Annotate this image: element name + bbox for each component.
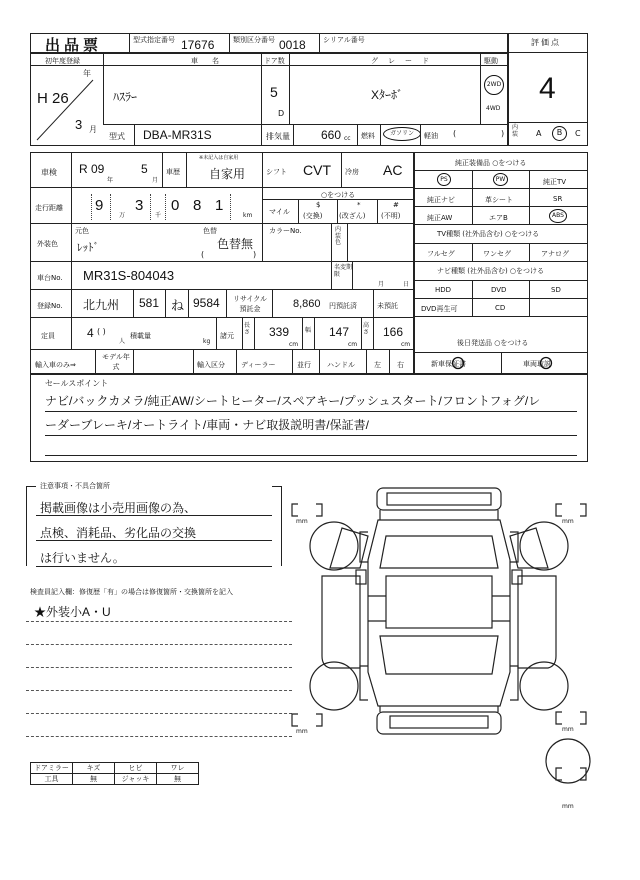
- vehicle-basic-section: [30, 53, 508, 146]
- km-unit: km: [243, 212, 253, 219]
- length-unit: cm: [289, 341, 299, 348]
- size-label: 諸元: [220, 332, 234, 340]
- later-manual: 車両取説: [523, 360, 551, 368]
- cc-unit: cc: [344, 135, 351, 142]
- tire-mm-rr: mm: [562, 726, 574, 733]
- fuel-diesel: 軽油: [424, 132, 438, 140]
- car-name: ﾊｽﾗｰ: [113, 90, 138, 104]
- reg-label: 登録No.: [37, 302, 63, 310]
- star-label: *: [357, 201, 361, 209]
- fuel-gasoline: ガソリン: [383, 127, 421, 141]
- navi-sd: SD: [551, 286, 561, 294]
- legend-jack: ジャッキ: [115, 774, 157, 785]
- interior-a: A: [536, 129, 542, 138]
- displacement-label: 排気量: [266, 132, 290, 141]
- inspection-month-suffix: 月: [152, 177, 159, 184]
- approval-label: 型式指定番号: [133, 36, 175, 44]
- color-label: 外装色: [37, 240, 58, 248]
- first-reg-year: H 26: [37, 90, 69, 107]
- handle-right: 右: [397, 361, 404, 369]
- rating-box: [508, 33, 588, 146]
- hash-sub: (不明): [381, 212, 401, 220]
- fuel-paren-close: ): [501, 129, 505, 138]
- recycle-unpaid: 未預託: [377, 302, 398, 310]
- navi-dvd: DVD: [491, 286, 507, 294]
- sales-label: セールスポイント: [45, 379, 109, 388]
- model-value: DBA-MR31S: [143, 128, 212, 142]
- mileage-digit-5: 1: [215, 197, 224, 214]
- tire-mm-fl: mm: [296, 518, 308, 525]
- equip-leather: 革シート: [485, 196, 513, 204]
- tv-fullseg: フルセグ: [427, 250, 455, 258]
- equipment-section: [414, 152, 588, 374]
- capacity-value: 4: [87, 326, 94, 340]
- handle-left: 左: [374, 361, 381, 369]
- drive-2wd: 2WD: [484, 75, 504, 95]
- legend-tools: 工具: [31, 774, 73, 785]
- history-value: 自家用: [209, 167, 246, 181]
- color-paren-close: ): [253, 250, 257, 259]
- equip-aw: 純正AW: [427, 214, 453, 222]
- notes-label: 注意事項・不具合箇所: [40, 482, 110, 490]
- year-suffix: 年: [83, 69, 91, 78]
- equip-navi: 純正ナビ: [427, 196, 455, 204]
- reg-class: 581: [139, 296, 160, 310]
- inspection-era: R 09: [79, 162, 105, 176]
- navi-cd: CD: [495, 304, 506, 312]
- inspection-label: 車検: [41, 168, 57, 177]
- inspection-year-suffix: 年: [107, 177, 114, 184]
- reg-kana: ね: [171, 298, 185, 313]
- color-change-label: 色替: [203, 227, 217, 235]
- dealer-option: ディーラー: [241, 361, 276, 369]
- rating-label: 評価点: [531, 38, 561, 47]
- model-year-label: モデル年式: [102, 353, 130, 371]
- tire-mm-spare: mm: [562, 803, 574, 810]
- inner-color-label: 内装色: [335, 226, 342, 247]
- color-no-label: カラーNo.: [269, 227, 302, 235]
- legend-header-mirror: ドアミラー: [31, 763, 73, 774]
- height-label: 高さ: [363, 322, 370, 336]
- rating-value: 4: [539, 72, 556, 105]
- grade-value: Xﾀｰﾎﾞ: [371, 88, 404, 102]
- interior-label: 内装: [512, 124, 519, 138]
- name-change-month: 月: [378, 281, 385, 288]
- dollar-label: $: [316, 201, 321, 209]
- equip-airbag: エアB: [489, 214, 508, 222]
- model-label: 型式: [109, 132, 125, 141]
- capacity-label: 定員: [41, 332, 55, 340]
- header-row: [30, 33, 508, 53]
- length-label: 長さ: [244, 322, 251, 336]
- later-title: 後日発送品 ○をつける: [457, 339, 529, 347]
- month-suffix: 月: [89, 125, 97, 134]
- shift-value: CVT: [303, 162, 331, 178]
- color-change: 色替無: [217, 237, 254, 251]
- history-label: 車歴: [166, 168, 180, 176]
- mileage-man: 万: [119, 212, 126, 219]
- name-change-day: 日: [403, 281, 410, 288]
- parallel-option: 並行: [297, 361, 311, 369]
- navi-dvd-play: DVD再生可: [421, 305, 458, 313]
- legend-header-scratch: キズ: [73, 763, 115, 774]
- sales-line-1: ナビ/バックカメラ/純正AW/シートヒーター/スペアキー/プッシュスタート/フロントフォグ/レ: [45, 394, 541, 408]
- mileage-digit-2: 3: [135, 197, 144, 214]
- circle-mark-icon: [539, 356, 553, 370]
- legend-tools-value: 無: [73, 774, 115, 785]
- mileage-digit-1: 9: [95, 197, 104, 214]
- tire-mm-rl: mm: [296, 728, 308, 735]
- genuine-title: 純正装備品 ○をつける: [455, 159, 527, 167]
- form-title: 出品票: [45, 37, 103, 54]
- sales-points-section: [30, 374, 588, 462]
- drive-label: 駆動: [484, 57, 498, 65]
- capacity-paren: ( ): [97, 327, 106, 336]
- circle-note: ○をつける: [321, 191, 356, 199]
- doors-value: 5: [270, 84, 278, 100]
- serial-label: シリアル番号: [323, 36, 365, 44]
- recycle-suffix: 円預託済: [329, 302, 357, 310]
- tire-mm-fr: mm: [562, 518, 574, 525]
- ac-value: AC: [383, 162, 403, 178]
- import-label: 輸入車のみ⇒: [35, 361, 76, 369]
- legend-table: [30, 762, 199, 785]
- load-label: 積載量: [130, 332, 151, 340]
- legend-header-break: ワレ: [157, 763, 199, 774]
- original-color-label: 元色: [75, 227, 89, 235]
- width-unit: cm: [348, 341, 358, 348]
- color-paren-open: (: [201, 250, 205, 259]
- car-name-label: 車名: [191, 57, 233, 65]
- inspector-entry: ★外装小A・U: [34, 605, 111, 619]
- first-reg-label: 初年度登録: [45, 57, 80, 65]
- name-change-label: 名変期限: [334, 264, 353, 278]
- height-value: 166: [383, 325, 404, 339]
- legend-header-crack: ヒビ: [115, 763, 157, 774]
- fuel-paren-open: (: [453, 129, 457, 138]
- reg-number: 9584: [193, 296, 220, 310]
- navi-hdd: HDD: [435, 286, 452, 294]
- import-class-label: 輸入区分: [197, 361, 225, 369]
- later-warranty: 新車保証書: [431, 360, 466, 368]
- circle-mark-icon: [451, 356, 465, 370]
- original-color: ﾚｯﾄﾞ: [77, 242, 99, 254]
- shift-label: シフト: [266, 168, 287, 176]
- car-diagram: [282, 476, 602, 816]
- inspector-label: 検査員記入欄：修復歴「有」の場合は修復箇所・交換箇所を記入: [30, 588, 233, 596]
- notes-line-3: は行いません。: [40, 551, 125, 565]
- equip-pw: PW: [493, 173, 508, 186]
- width-value: 147: [329, 325, 350, 339]
- equip-ps: PS: [437, 173, 451, 186]
- capacity-unit: 人: [119, 338, 126, 345]
- displacement-value: 660: [321, 128, 342, 142]
- interior-c: C: [575, 129, 581, 138]
- hash-label: #: [393, 201, 399, 209]
- star-sub: (改ざん): [339, 212, 366, 220]
- mileage-sen: 千: [155, 212, 162, 219]
- equip-abs: ABS: [549, 209, 567, 223]
- length-value: 339: [269, 325, 290, 339]
- recycle-label: リサイクル預託金: [232, 295, 268, 313]
- navi-title: ナビ種類 (社外品含む) ○をつける: [437, 267, 545, 275]
- mileage-label: 走行距離: [35, 204, 63, 212]
- legend-jack-value: 無: [157, 774, 199, 785]
- width-label: 幅: [305, 327, 312, 334]
- grade-label: グレード: [371, 57, 439, 65]
- mileage-digit-4: 8: [193, 197, 202, 214]
- dollar-sub: (交換): [303, 212, 323, 220]
- chassis-value: MR31S-804043: [83, 268, 175, 283]
- load-unit: kg: [203, 338, 211, 345]
- recycle-amount: 8,860: [293, 298, 321, 310]
- approval-number: 17676: [181, 38, 215, 52]
- notes-line-1: 掲載画像は小売用画像の為、: [40, 501, 197, 515]
- chassis-label: 車台No.: [37, 274, 63, 282]
- tv-analog: アナログ: [541, 250, 569, 258]
- tv-oneseg: ワンセグ: [483, 250, 511, 258]
- height-unit: cm: [401, 341, 411, 348]
- first-reg-month: 3: [75, 117, 83, 132]
- interior-b: B: [552, 126, 567, 141]
- notes-line-2: 点検、消耗品、劣化品の交換: [40, 526, 197, 540]
- equip-tv: 純正TV: [543, 178, 567, 186]
- handle-label: ハンドル: [327, 361, 355, 369]
- doors-type: D: [278, 109, 285, 118]
- fuel-label: 燃料: [361, 132, 375, 140]
- mileage-digit-3: 0: [171, 197, 180, 214]
- inspection-month: 5: [141, 162, 148, 176]
- ac-label: 冷房: [345, 168, 359, 176]
- equip-sr: SR: [553, 195, 563, 203]
- tv-title: TV種類 (社外品含む) ○をつける: [437, 230, 540, 238]
- sales-line-2: ーダーブレーキ/オートライト/車両・ナビ取扱説明書/保証書/: [45, 418, 369, 432]
- reg-area: 北九州: [83, 298, 120, 312]
- category-number: 0018: [279, 38, 306, 52]
- vehicle-detail-section: [30, 152, 414, 374]
- drive-4wd: 4WD: [486, 105, 501, 112]
- history-note: ※未記入は自家用: [199, 155, 239, 161]
- mile-label: マイル: [269, 208, 290, 216]
- doors-label: ドア数: [264, 57, 285, 65]
- category-label: 類別区分番号: [233, 36, 275, 44]
